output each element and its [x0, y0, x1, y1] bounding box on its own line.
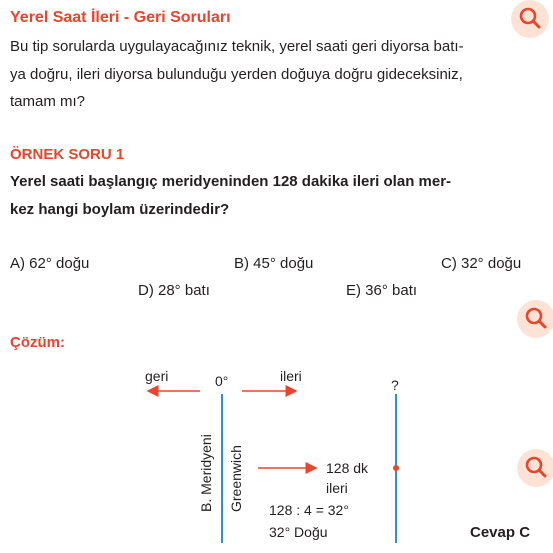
geri-label: geri [145, 368, 169, 384]
option-b[interactable]: B) 45° doğu [234, 255, 314, 272]
question-mark: ? [391, 377, 399, 393]
result: 32° Doğu [269, 524, 328, 540]
intro-line-3: tamam mı? [10, 93, 86, 110]
option-a[interactable]: A) 62° doğu [10, 255, 90, 272]
calculation: 128 : 4 = 32° [269, 502, 349, 518]
question-line-1: Yerel saati başlangıç meridyeninden 128 dakika ileri olan mer- [10, 173, 452, 190]
section-title: Yerel Saat İleri - Geri Soruları [10, 9, 231, 26]
greenwich-label: Greenwich [228, 445, 244, 512]
target-point [393, 465, 399, 471]
intro-line-1: Bu tip sorularda uygulayacağınız teknik, yerel saati geri diyorsa batı- [10, 38, 464, 55]
search-icon[interactable] [517, 449, 553, 487]
solution-label: Çözüm: [10, 334, 65, 351]
zero-degree-label: 0° [215, 373, 229, 389]
b-meridian-label: B. Meridyeni [198, 434, 214, 512]
minutes-label: 128 dk [326, 460, 369, 476]
question-line-2: kez hangi boylam üzerindedir? [10, 201, 230, 218]
ileri-mid-label: ileri [326, 480, 348, 496]
answer-label: Cevap C [470, 524, 531, 541]
ileri-top-label: ileri [280, 368, 302, 384]
example-label: ÖRNEK SORU 1 [10, 146, 125, 163]
option-d[interactable]: D) 28° batı [138, 282, 210, 299]
option-c[interactable]: C) 32° doğu [441, 255, 522, 272]
intro-line-2: ya doğru, ileri diyorsa bulunduğu yerden doğuya doğru gideceksiniz, [10, 66, 463, 83]
option-e[interactable]: E) 36° batı [346, 282, 418, 299]
